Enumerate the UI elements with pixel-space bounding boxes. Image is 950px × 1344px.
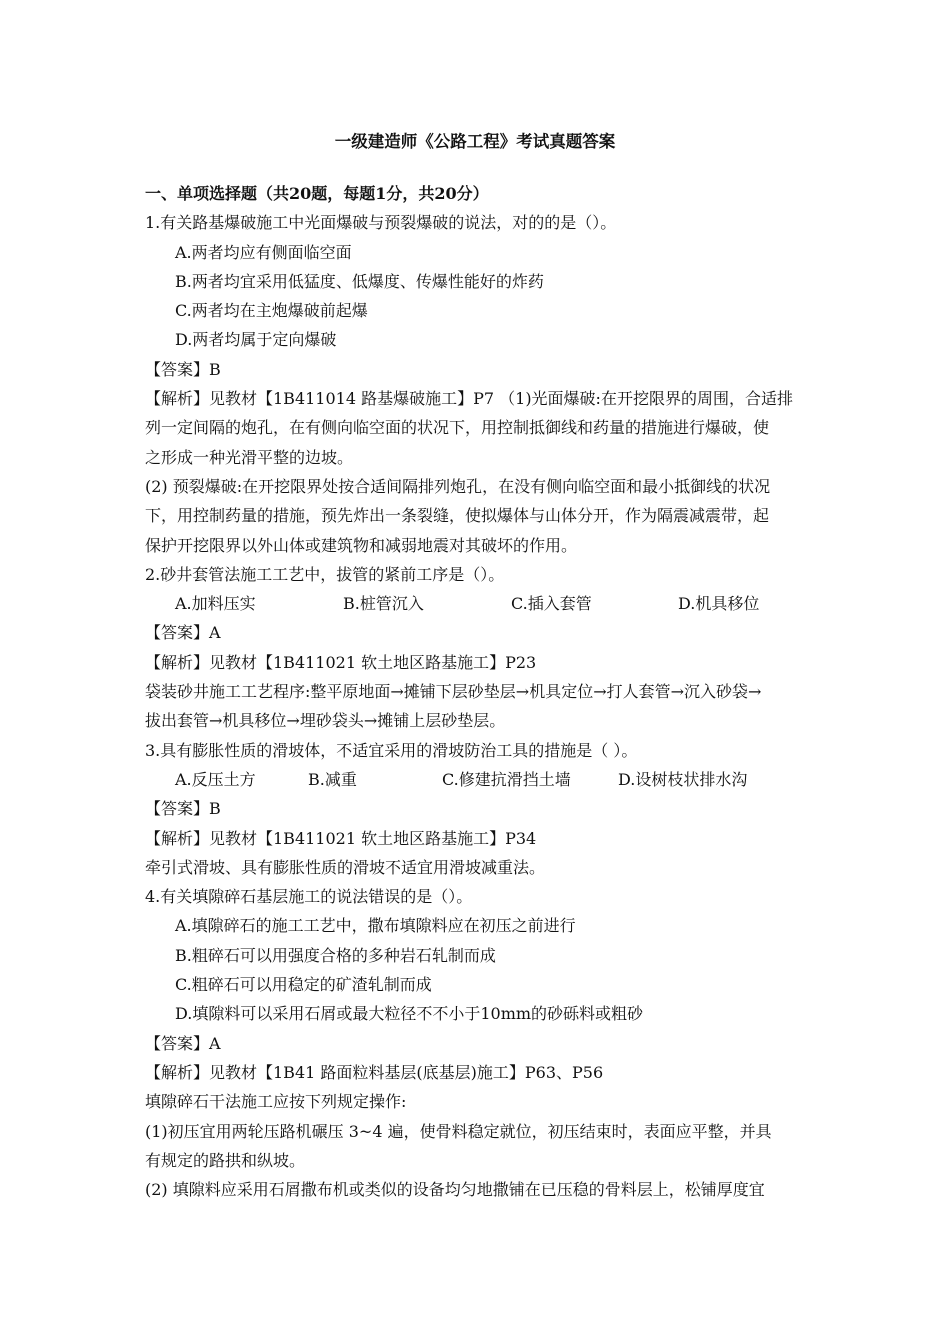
question-3-option-d: D.设树枝状排水沟: [618, 769, 748, 789]
question-4-option-d: D.填隙料可以采用石屑或最大粒径不不小于10mm的砂砾料或粗砂: [175, 1004, 644, 1024]
question-4-analysis-line: 有规定的路拱和纵坡。: [145, 1150, 306, 1170]
question-4-answer: 【答案】A: [145, 1033, 221, 1053]
question-2-option-d: D.机具移位: [678, 594, 760, 614]
question-3-option-a: A.反压土方: [175, 769, 256, 789]
question-3-options: [145, 765, 810, 794]
question-2-option-b: B.桩管沉入: [343, 594, 424, 614]
question-4-analysis-line: 填隙碎石干法施工应按下列规定操作:: [145, 1092, 407, 1112]
question-4-option-a: A.填隙碎石的施工工艺中，撒布填隙料应在初压之前进行: [175, 916, 576, 936]
question-4-analysis-line: (1)初压宜用两轮压路机碾压 3~4 遍，使骨料稳定就位，初压结束时，表面应平整，并具: [145, 1121, 772, 1141]
question-4-option-c: C.粗碎石可以用稳定的矿渣轧制而成: [175, 975, 432, 995]
question-1-option-b: B.两者均宜采用低猛度、低爆度、传爆性能好的炸药: [175, 271, 544, 291]
question-2-analysis-line: 拔出套管→机具移位→埋砂袋头→摊铺上层砂垫层。: [145, 711, 506, 731]
question-1-analysis-line: 下，用控制药量的措施，预先炸出一条裂缝，使拟爆体与山体分开，作为隔震减震带，起: [145, 506, 770, 526]
document-title: 一级建造师《公路工程》考试真题答案: [334, 132, 616, 151]
section-heading: 一、单项选择题（共20题，每题1分，共20分）: [145, 184, 489, 203]
question-1-option-a: A.两者均应有侧面临空面: [175, 242, 352, 262]
question-2-stem: 2.砂井套管法施工工艺中，拔管的紧前工序是（）。: [145, 564, 505, 584]
question-2-options: [145, 589, 810, 618]
question-4-stem: 4.有关填隙碎石基层施工的说法错误的是（）。: [145, 887, 473, 907]
question-4-analysis-line: 【解析】见教材【1B41 路面粒料基层(底基层)施工】P63、P56: [145, 1062, 604, 1082]
question-2-answer: 【答案】A: [145, 623, 221, 643]
question-2-analysis-line: 【解析】见教材【1B411021 软土地区路基施工】P23: [145, 652, 537, 672]
question-1-analysis-line: 之形成一种光滑平整的边坡。: [145, 447, 354, 467]
question-3-stem: 3.具有膨胀性质的滑坡体，不适宜采用的滑坡防治工具的措施是（ ）。: [145, 740, 638, 760]
question-1-analysis-line: (2) 预裂爆破:在开挖限界处按合适间隔排列炮孔，在没有侧向临空面和最小抵御线的状况: [145, 476, 771, 496]
question-3-option-c: C.修建抗滑挡土墙: [442, 769, 571, 789]
question-3-analysis-line: 【解析】见教材【1B411021 软土地区路基施工】P34: [145, 828, 537, 848]
question-4-analysis-line: (2) 填隙料应采用石屑撒布机或类似的设备均匀地撒铺在已压稳的骨料层上，松铺厚度宜: [145, 1180, 765, 1200]
question-3-analysis-line: 牵引式滑坡、具有膨胀性质的滑坡不适宜用滑坡减重法。: [145, 857, 546, 877]
question-2-option-a: A.加料压实: [175, 594, 256, 614]
question-1-option-d: D.两者均属于定向爆破: [175, 330, 337, 350]
question-4-option-b: B.粗碎石可以用强度合格的多种岩石轧制而成: [175, 945, 496, 965]
question-2-analysis-line: 袋装砂井施工工艺程序:整平原地面→摊铺下层砂垫层→机具定位→打人套管→沉入砂袋→: [145, 682, 762, 702]
question-1-answer: 【答案】B: [145, 359, 221, 379]
question-1-analysis-line: 列一定间隔的炮孔，在有侧向临空面的状况下，用控制抵御线和药量的措施进行爆破，使: [145, 418, 770, 438]
question-1-option-c: C.两者均在主炮爆破前起爆: [175, 301, 368, 321]
question-1-analysis-line: 保护开挖限界以外山体或建筑物和减弱地震对其破坏的作用。: [145, 535, 578, 555]
document-body: [145, 179, 810, 1204]
question-3-answer: 【答案】B: [145, 799, 221, 819]
question-1-analysis-line: 【解析】见教材【1B411014 路基爆破施工】P7 （1)光面爆破:在开挖限界的周围，合适排: [145, 389, 793, 409]
question-2-option-c: C.插入套管: [511, 594, 592, 614]
question-1-stem: 1.有关路基爆破施工中光面爆破与预裂爆破的说法，对的的是（）。: [145, 213, 617, 233]
question-3-option-b: B.减重: [308, 769, 357, 789]
